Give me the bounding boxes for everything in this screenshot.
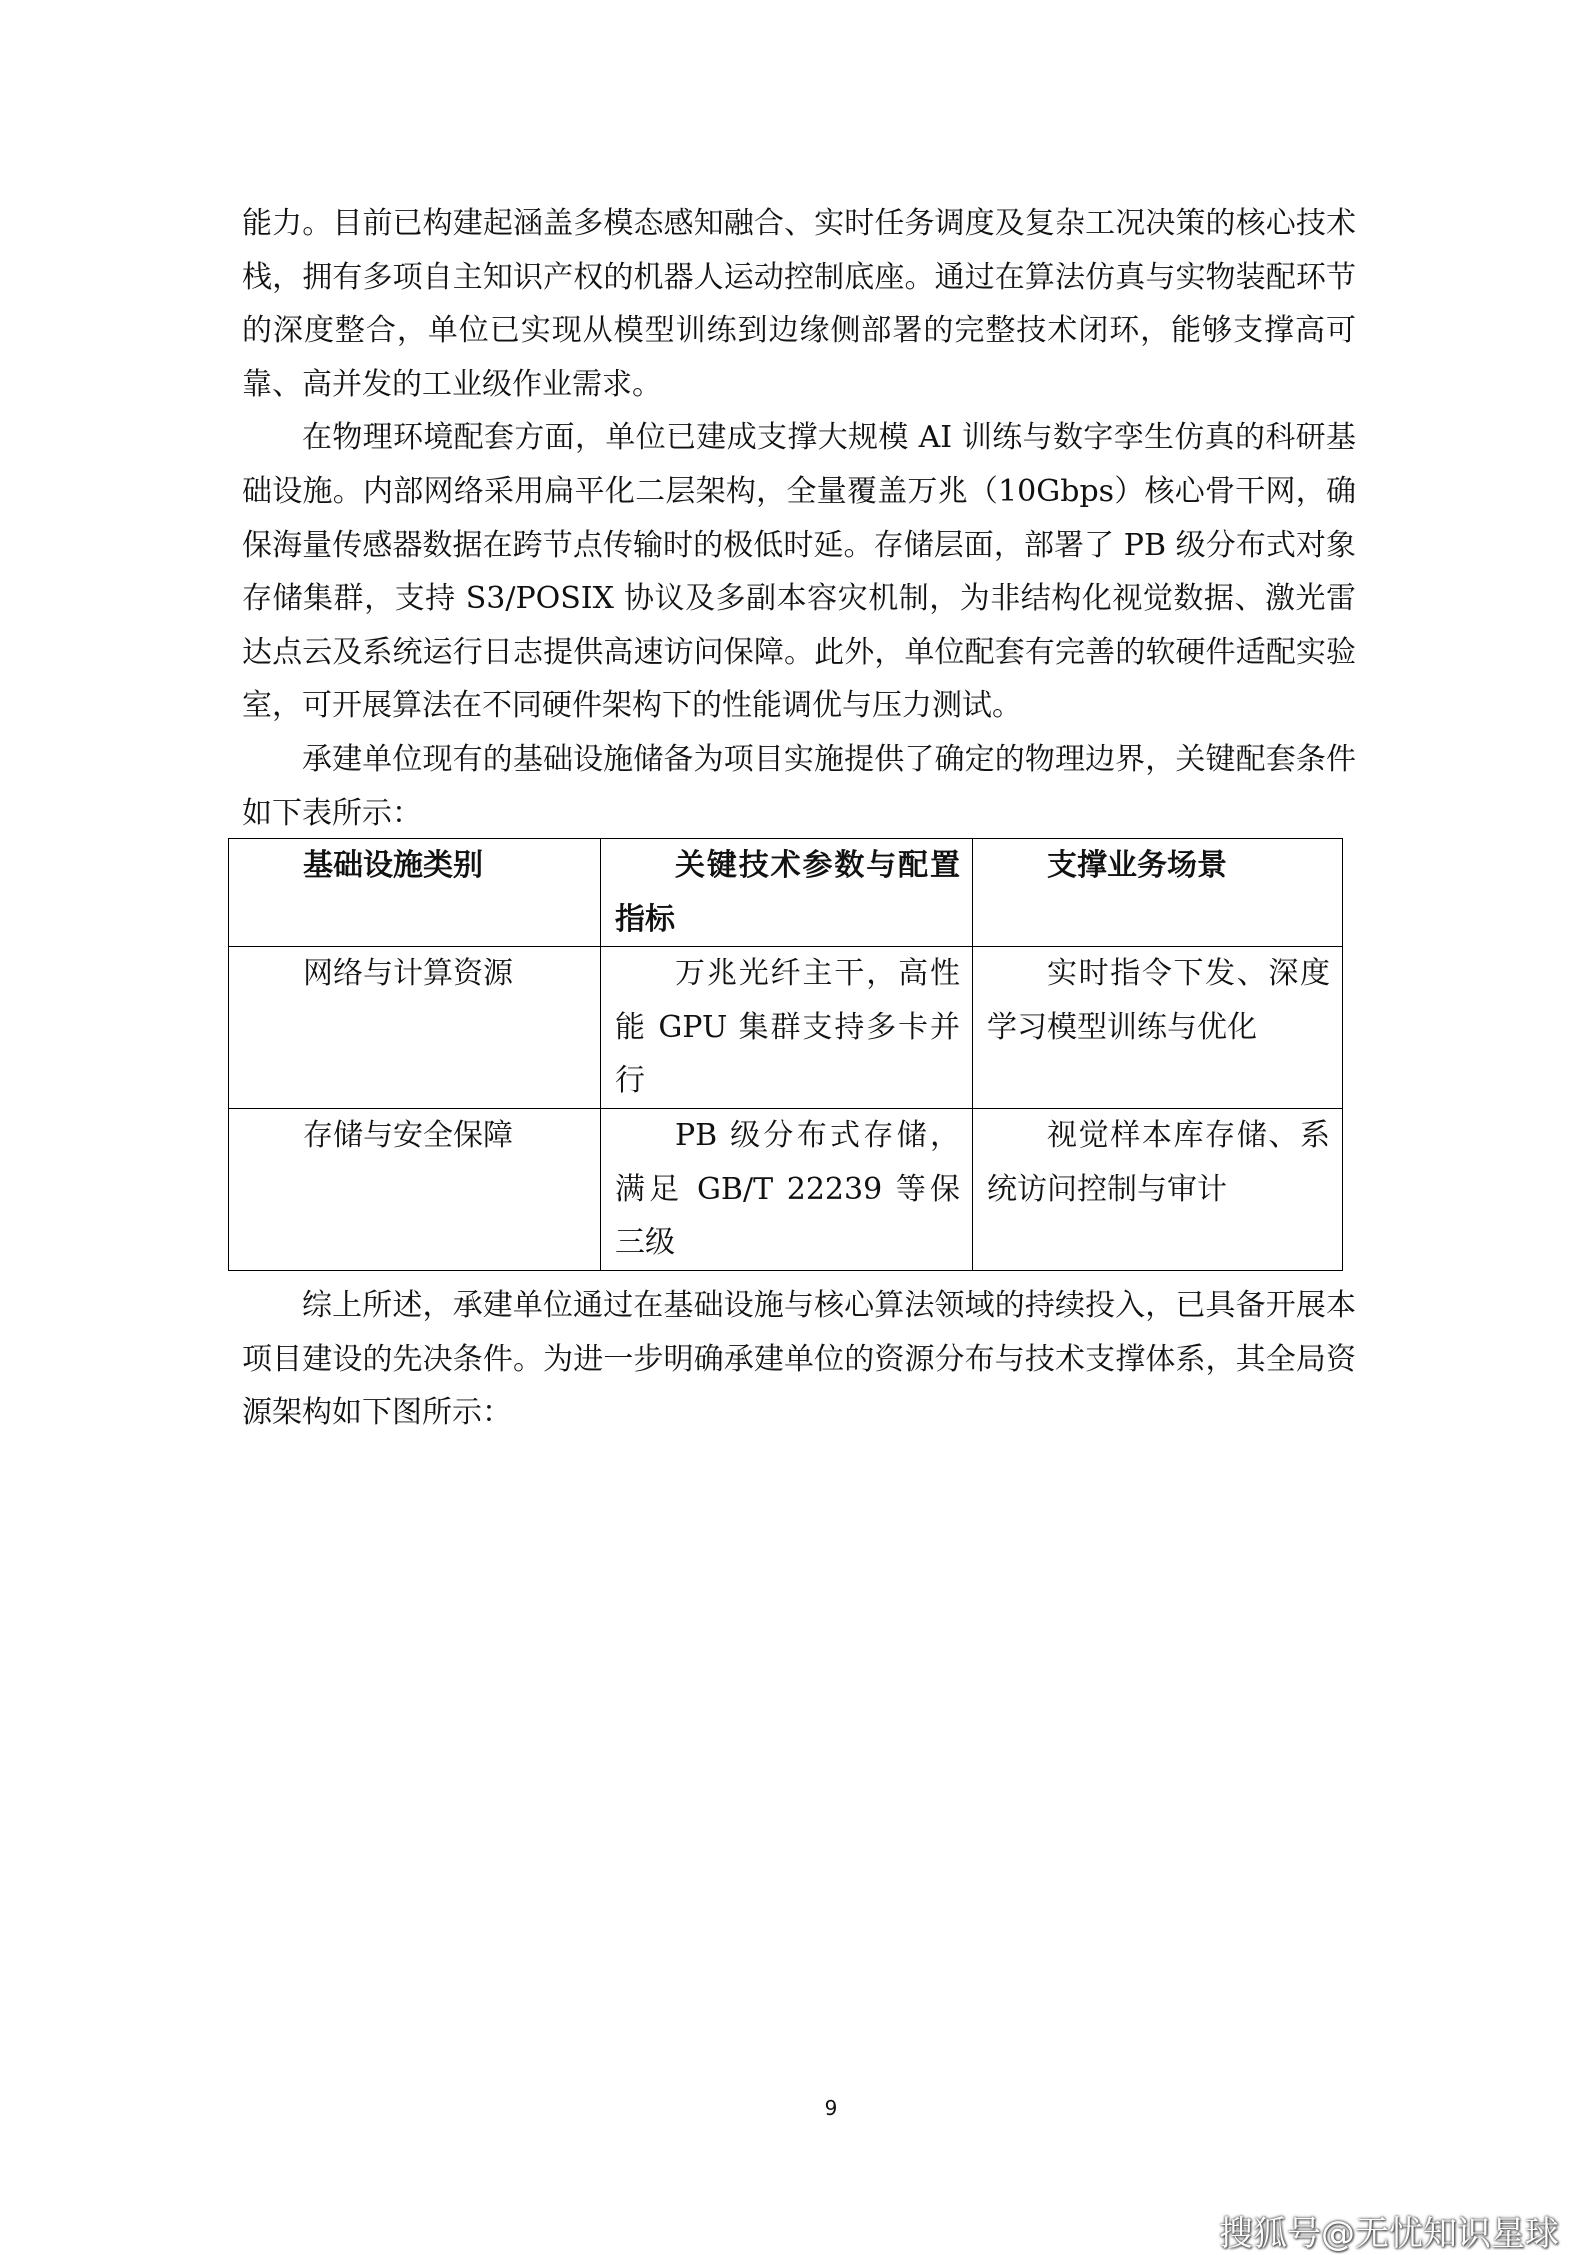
table-cell: 视觉样本库存储、系统访问控制与审计 [973, 1109, 1343, 1271]
table-cell: 网络与计算资源 [229, 947, 601, 1109]
paragraph: 承建单位现有的基础设施储备为项目实施提供了确定的物理边界，关键配套条件如下表所示： [242, 741, 1356, 831]
table-header-row [229, 839, 1343, 947]
watermark: 搜狐号@无忧知识星球 [1219, 2214, 1559, 2254]
table-row [229, 947, 1343, 1109]
table-cell: 万兆光纤主干，高性能 GPU 集群支持多卡并行 [601, 947, 973, 1109]
paragraph: 能力。目前已构建起涵盖多模态感知融合、实时任务调度及复杂工况决策的核心技术栈，拥有多项自主知识产权的机器人运动控制底座。通过在算法仿真与实物装配环节的深度整合，单位已实现从模型训练到边缘侧部署的完整技术闭环，能够支撑高可靠、高并发的工业级作业需求。 [242, 206, 1356, 402]
body-text-bottom [242, 1279, 1356, 1440]
infrastructure-table [228, 838, 1343, 1271]
table-cell: 存储与安全保障 [229, 1109, 601, 1271]
table-header-cell: 关键技术参数与配置指标 [601, 839, 973, 947]
table-header-cell: 基础设施类别 [229, 839, 601, 947]
table-row [229, 1109, 1343, 1271]
paragraph: 综上所述，承建单位通过在基础设施与核心算法领域的持续投入，已具备开展本项目建设的先决条件。为进一步明确承建单位的资源分布与技术支撑体系，其全局资源架构如下图所示： [242, 1288, 1356, 1431]
page-number: 9 [824, 2096, 838, 2120]
table-cell: PB 级分布式存储，满足 GB/T 22239 等保三级 [601, 1109, 973, 1271]
paragraph: 在物理环境配套方面，单位已建成支撑大规模 AI 训练与数字孪生仿真的科研基础设施。内部网络采用扁平化二层架构，全量覆盖万兆（10Gbps）核心骨干网，确保海量传感器数据在跨节点传输时的极低时延。存储层面，部署了 PB 级分布式对象存储集群，支持 S3/POSIX 协议及多副本容灾机制，为非结构化视觉数据、激光雷达点云及系统运行日志提供高速访问保障。此外，单位配套有完善的软硬件适配实验室，可开展算法在不同硬件架构下的性能调优与压力测试。 [242, 420, 1356, 724]
body-text-top [242, 197, 1356, 840]
table-header-cell: 支撑业务场景 [973, 839, 1343, 947]
table-cell: 实时指令下发、深度学习模型训练与优化 [973, 947, 1343, 1109]
